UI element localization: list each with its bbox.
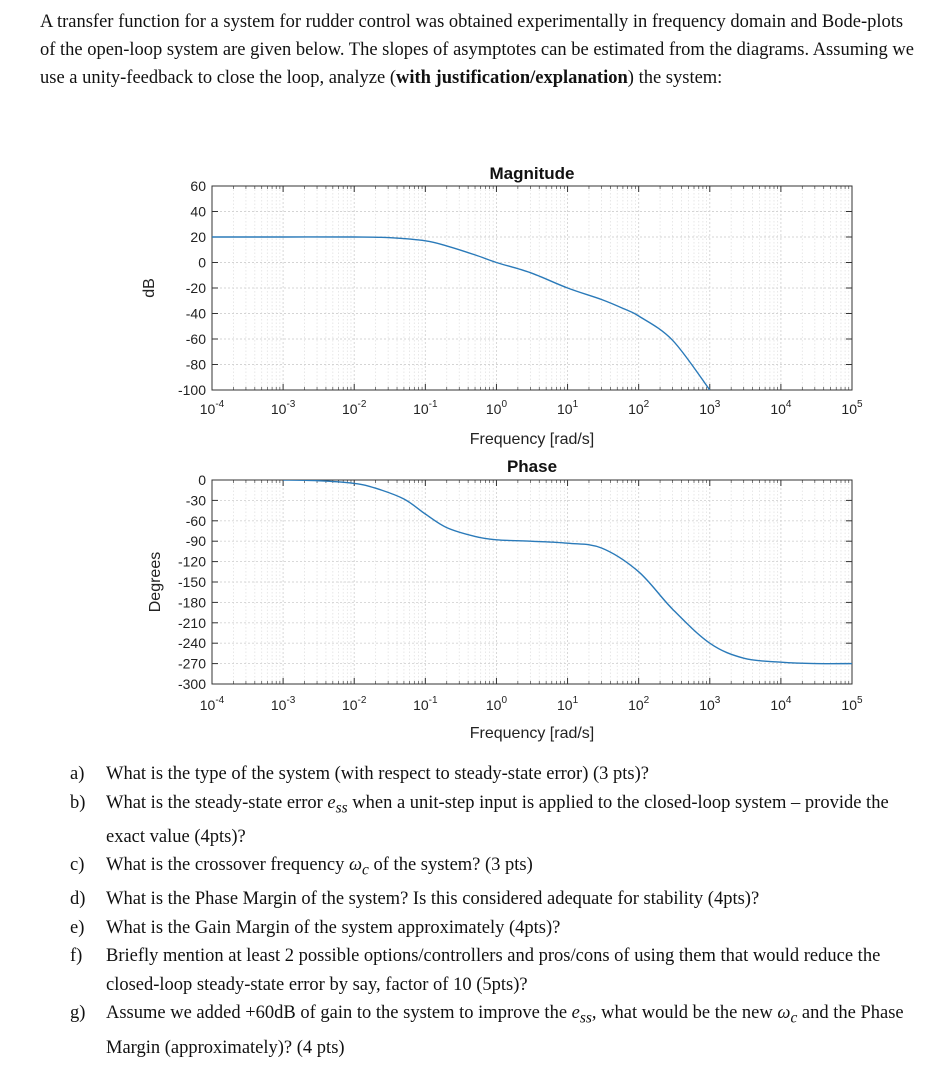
x-tick-label: $10^0$ bbox=[485, 399, 508, 417]
y-tick-label: -60 bbox=[185, 512, 206, 529]
question-e: e) What is the Gain Margin of the system approximately (4pts)? bbox=[70, 917, 561, 938]
y-tick-label: -120 bbox=[177, 553, 206, 570]
intro-bold: with justification/explanation bbox=[395, 68, 628, 88]
y-tick-label: -60 bbox=[185, 331, 206, 347]
y-tick-label: -150 bbox=[177, 574, 206, 590]
x-tick-label: $10^2$ bbox=[628, 399, 650, 417]
magnitude-plot bbox=[141, 164, 863, 448]
x-tick-label: $10^3$ bbox=[699, 399, 721, 417]
x-tick-label: $10^1$ bbox=[556, 695, 579, 713]
question-g: g) Assume we added +60dB of gain to the system to improve the $e_{ss}$, what would be the new $\omega_c$ and the Phase Margin (approximately)? (4 pts) bbox=[70, 1003, 904, 1058]
y-tick-label: -90 bbox=[185, 533, 206, 550]
y-tick-label: -240 bbox=[177, 635, 206, 652]
question-d: d) What is the Phase Margin of the system? Is this considered adequate for stability (4pts)? bbox=[70, 889, 760, 910]
intro-text: A transfer function for a system for rudder control was obtained experimentally in frequency domain and Bode-plots of the open-loop system are given below. The slopes of asymptotes can be estimated from the diagrams. Assuming we use a unity-feedback to close the loop, analyze ( bbox=[40, 12, 914, 88]
x-tick-label: $10^0$ bbox=[485, 695, 508, 713]
x-tick-label: $10^5$ bbox=[841, 695, 863, 713]
chart-title: Magnitude bbox=[489, 164, 575, 183]
y-tick-label: -80 bbox=[185, 356, 206, 373]
y-tick-label: -210 bbox=[177, 614, 206, 631]
x-tick-label: $10^{-1}$ bbox=[413, 399, 438, 417]
y-tick-label: 20 bbox=[190, 229, 206, 245]
question-b: b) What is the steady-state error $e_{ss}$ when a unit-step input is applied to the closed-loop system – provide the exact value (4pts)? bbox=[70, 792, 889, 847]
phase-plot bbox=[147, 457, 863, 742]
y-tick-label: -270 bbox=[177, 655, 206, 672]
question-list bbox=[70, 760, 920, 1062]
x-tick-label: $10^{-2}$ bbox=[341, 695, 367, 713]
y-axis-label: Degrees bbox=[147, 551, 164, 613]
x-tick-label: $10^{-4}$ bbox=[199, 695, 225, 713]
chart-title: Phase bbox=[506, 457, 558, 476]
y-tick-label: -30 bbox=[185, 492, 206, 509]
x-tick-label: $10^4$ bbox=[770, 695, 792, 713]
x-tick-label: $10^3$ bbox=[699, 695, 721, 713]
x-tick-label: $10^4$ bbox=[770, 399, 792, 417]
x-tick-label: $10^{-3}$ bbox=[270, 399, 296, 417]
question-a: a) What is the type of the system (with respect to steady-state error) (3 pts)? bbox=[70, 764, 650, 784]
y-tick-label: 40 bbox=[190, 203, 206, 220]
y-tick-label: -300 bbox=[177, 676, 206, 692]
y-tick-label: -100 bbox=[177, 382, 206, 398]
y-tick-label: -40 bbox=[185, 305, 206, 322]
question-f: f) Briefly mention at least 2 possible options/controllers and pros/cons of using them that would reduce the closed-loop steady-state error by say, factor of 10 (5pts)? bbox=[70, 946, 881, 995]
x-tick-label: $10^{-4}$ bbox=[199, 399, 225, 417]
intro-text-end: ) the system: bbox=[627, 68, 723, 88]
y-tick-label: 0 bbox=[198, 254, 206, 271]
question-c: c) What is the crossover frequency $\omega_c$ of the system? (3 pts) bbox=[70, 855, 533, 879]
y-tick-label: -20 bbox=[185, 280, 206, 296]
x-tick-label: $10^5$ bbox=[841, 399, 863, 417]
x-tick-label: $10^{-3}$ bbox=[270, 695, 296, 713]
x-tick-label: $10^{-2}$ bbox=[341, 399, 367, 417]
x-axis-label: Frequency [rad/s] bbox=[469, 431, 595, 448]
x-tick-label: $10^{-1}$ bbox=[413, 695, 438, 713]
y-tick-label: -180 bbox=[177, 594, 206, 611]
y-tick-label: 60 bbox=[190, 178, 206, 194]
x-tick-label: $10^1$ bbox=[556, 399, 579, 417]
y-axis-label: dB bbox=[141, 278, 158, 298]
x-tick-label: $10^2$ bbox=[628, 695, 650, 713]
x-axis-label: Frequency [rad/s] bbox=[469, 725, 595, 742]
y-tick-label: 0 bbox=[198, 472, 206, 488]
